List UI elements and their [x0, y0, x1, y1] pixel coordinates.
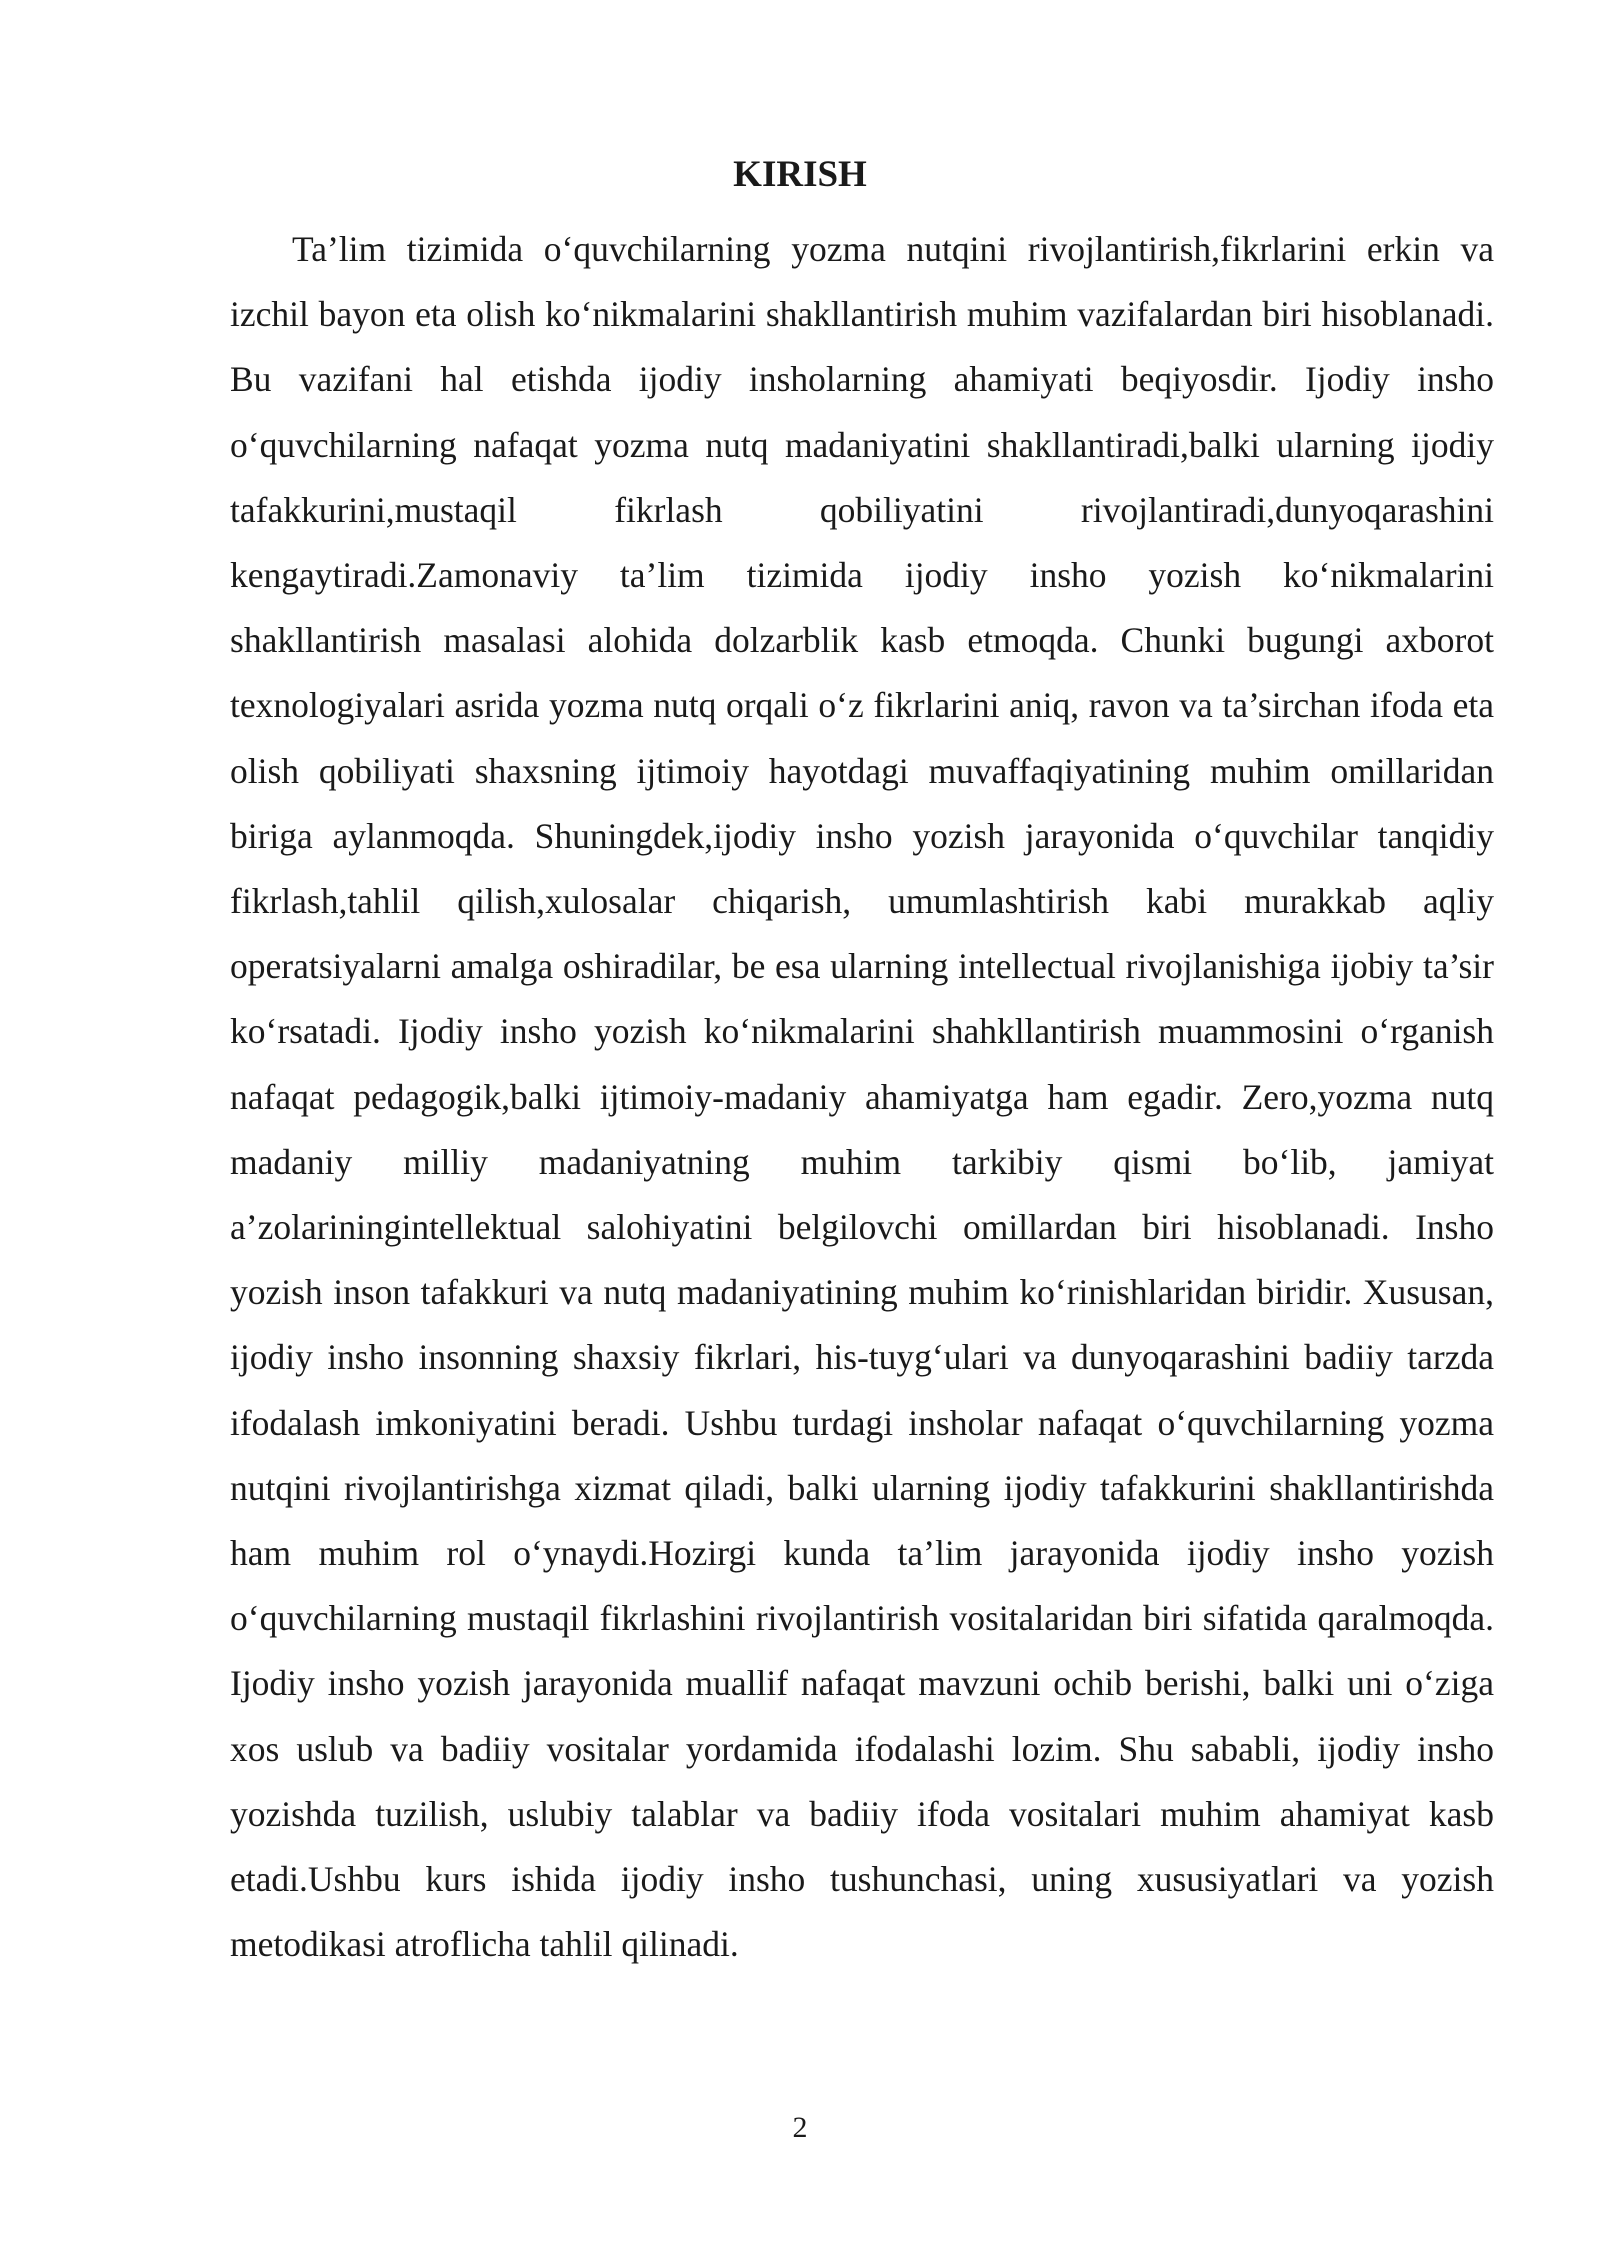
body-paragraph: Ta’lim tizimida o‘quvchilarning yozma nutqini rivojlantirish,fikrlarini erkin va izchil bayon eta olish ko‘nikmalarini shakllantirish muhim vazifalardan biri hisoblanadi. Bu vazifani hal etishda ijodiy insholarning ahamiyati beqiyosdir. Ijodiy insho o‘quvchilarning nafaqat yozma nutq madaniyatini shakllantiradi,balki ularning ijodiy tafakkurini,mustaqil fikrlash qobiliyatini rivojlantiradi,dunyoqarashini kengaytiradi.Zamonaviy ta’lim tizimida ijodiy insho yozish ko‘nikmalarini shakllantirish masalasi alohida dolzarblik kasb etmoqda. Chunki bugungi axborot texnologiyalari asrida yozma nutq orqali o‘z fikrlarini aniq, ravon va ta’sirchan ifoda eta olish qobiliyati shaxsning ijtimoiy hayotdagi muvaffaqiyatining muhim omillaridan biriga aylanmoqda. Shuningdek,ijodiy insho yozish jarayonida o‘quvchilar tanqidiy fikrlash,tahlil qilish,xulosalar chiqarish, umumlashtirish kabi murakkab aqliy operatsiyalarni amalga oshiradilar, be esa ularning intellectual rivojlanishiga ijobiy ta’sir ko‘rsatadi. Ijodiy insho yozish ko‘nikmalarini shahkllantirish muammosini o‘rganish nafaqat pedagogik,balki ijtimoiy-madaniy ahamiyatga ham egadir. Zero,yozma nutq madaniy milliy madaniyatning muhim tarkibiy qismi bo‘lib, jamiyat a’zolariningintellektual salohiyatini belgilovchi omillardan biri hisoblanadi. Insho yozish inson tafakkuri va nutq madaniyatining muhim ko‘rinishlaridan biridir. Xususan, ijodiy insho insonning shaxsiy fikrlari, his-tuyg‘ulari va dunyoqarashini badiiy tarzda ifodalash imkoniyatini beradi. Ushbu turdagi insholar nafaqat o‘quvchilarning yozma nutqini rivojlantirishga xizmat qiladi, balki ularning ijodiy tafakkurini shakllantirishda ham muhim rol o‘ynaydi.Hozirgi kunda ta’lim jarayonida ijodiy insho yozish o‘quvchilarning mustaqil fikrlashini rivojlantirish vositalaridan biri sifatida qaralmoqda. Ijodiy insho yozish jarayonida muallif nafaqat mavzuni ochib berishi, balki uni o‘ziga xos uslub va badiiy vositalar yordamida ifodalashi lozim. Shu sababli, ijodiy insho yozishda tuzilish, uslubiy talablar va badiiy ifoda vositalari muhim ahamiyat kasb etadi.Ushbu kurs ishida ijodiy insho tushunchasi, uning xususiyatlari va yozish metodikasi atroflicha tahlil qilinadi. — [230, 229, 1494, 1965]
page-number: 2 — [792, 2111, 808, 2144]
section-heading: KIRISH — [733, 154, 867, 195]
